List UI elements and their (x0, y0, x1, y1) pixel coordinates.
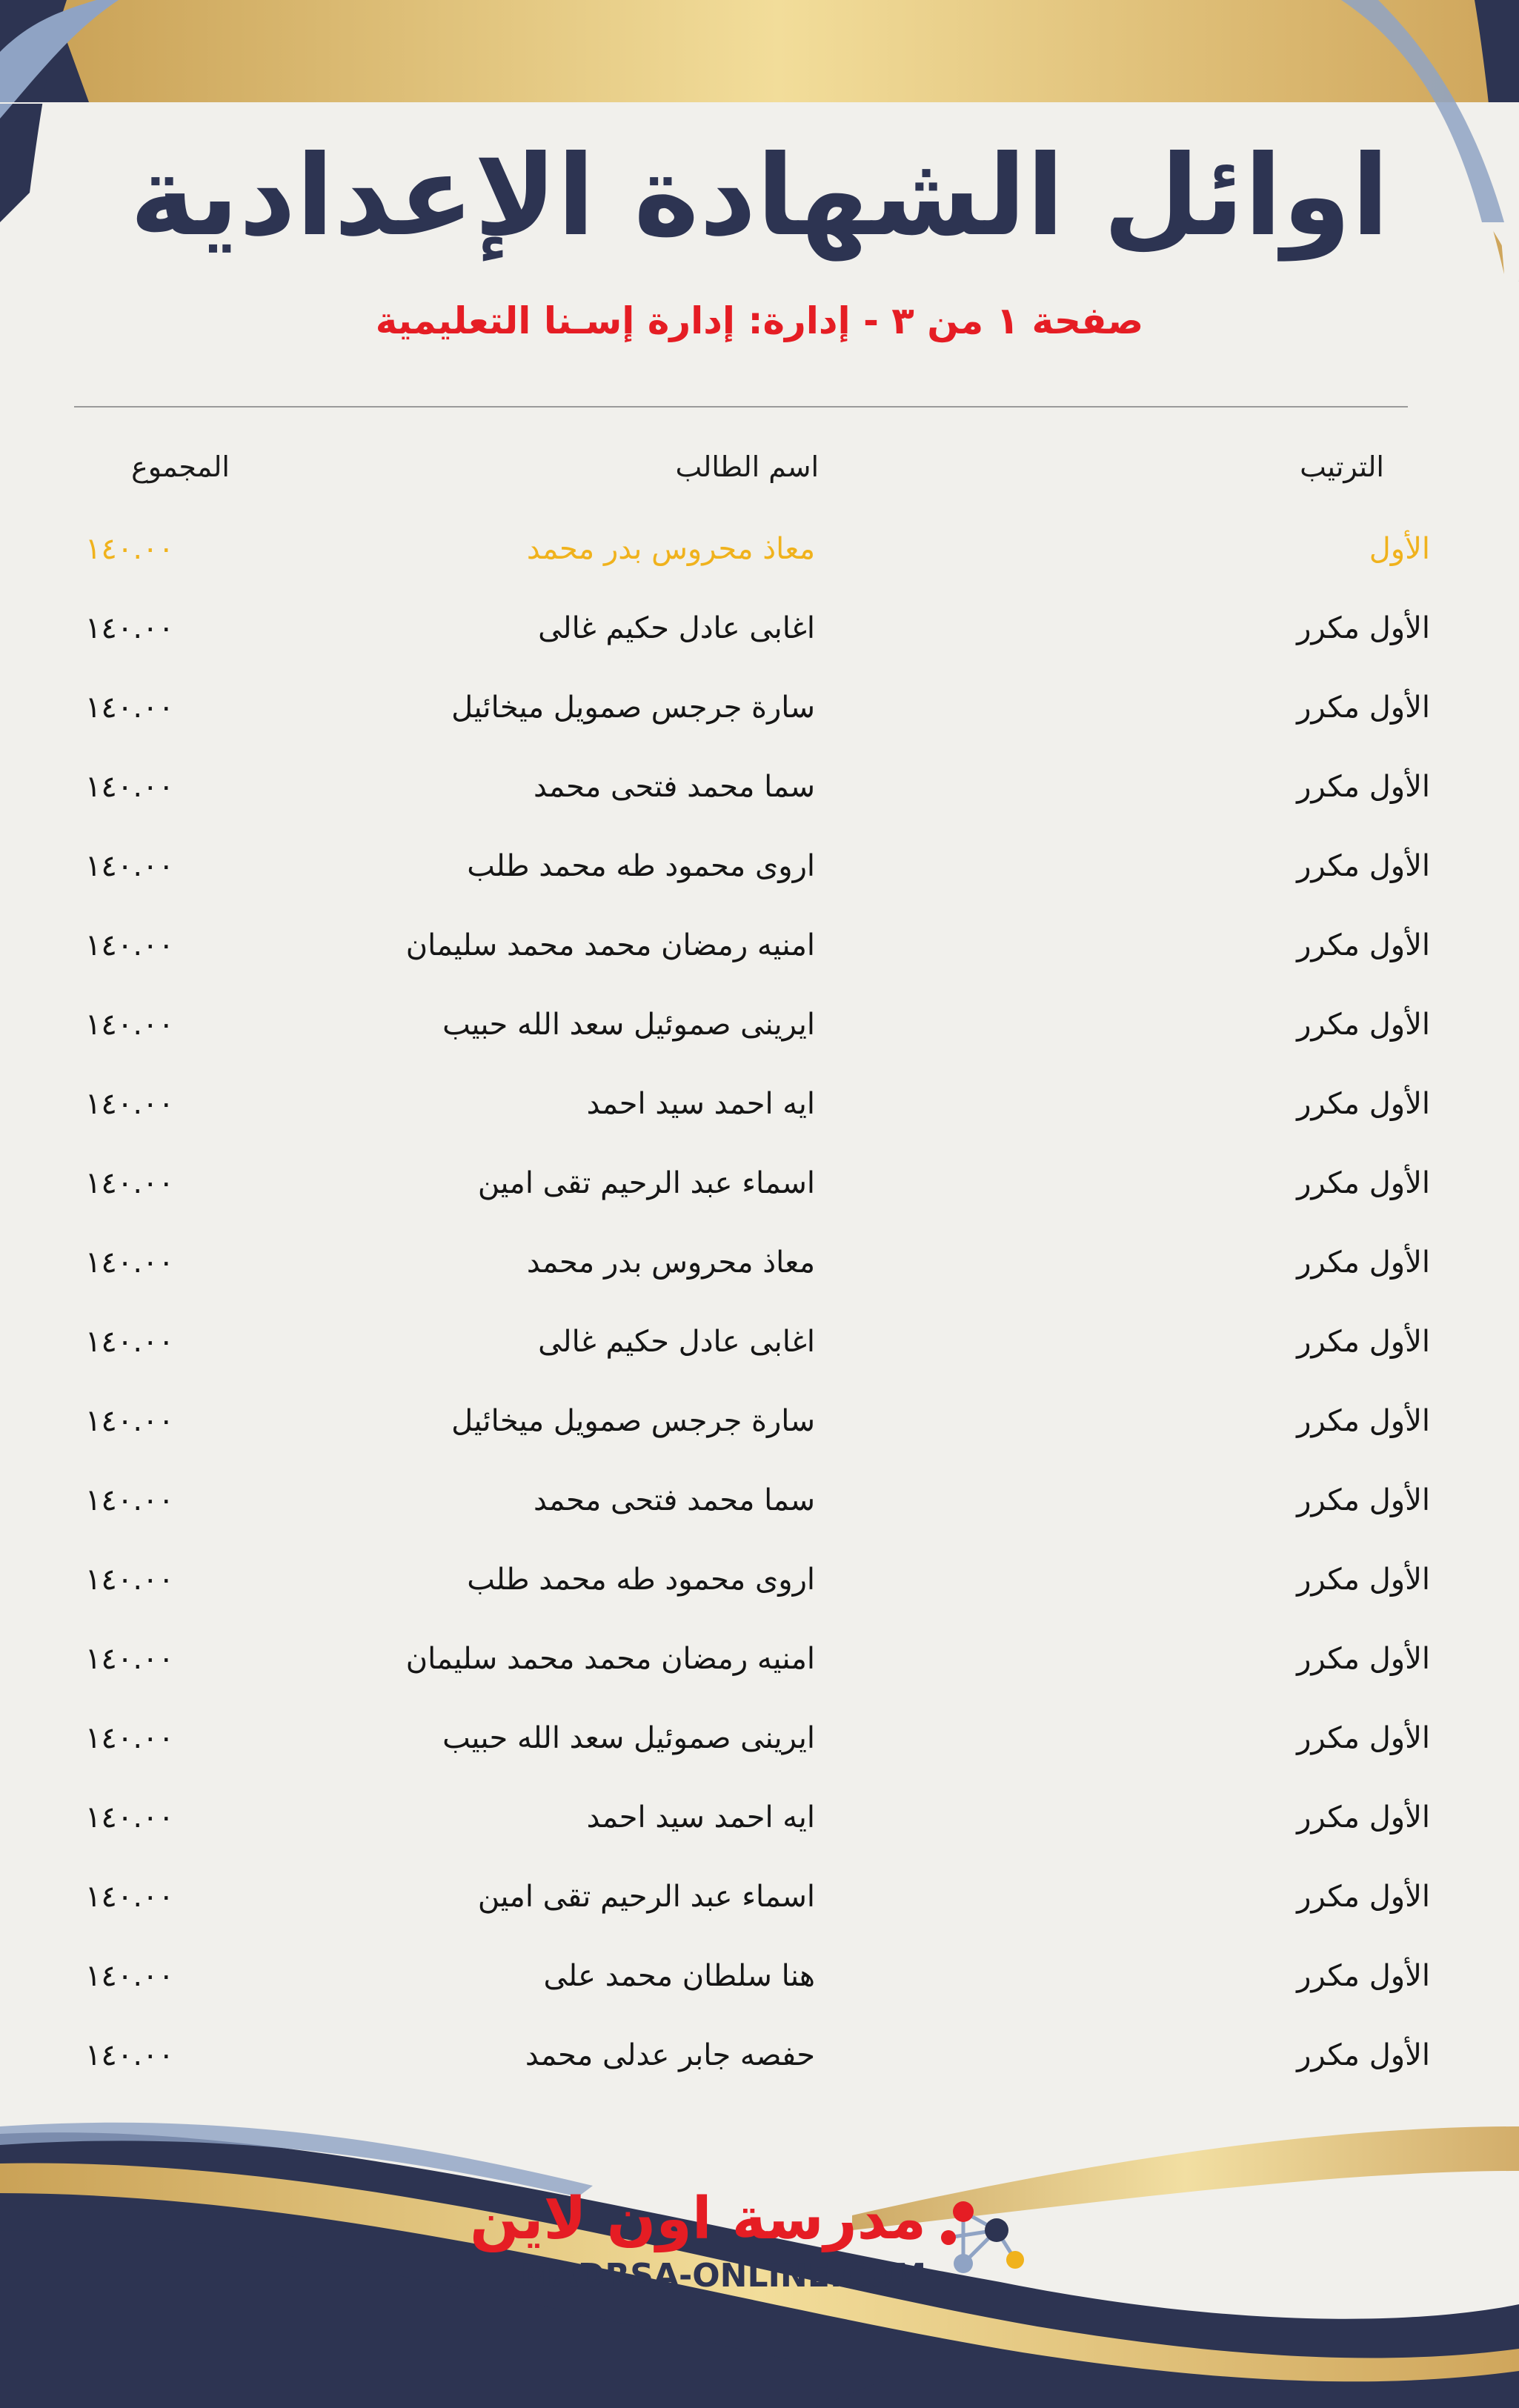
total-cell: ١٤٠.٠٠ (84, 770, 174, 804)
column-header-total: المجموع (131, 450, 230, 483)
total-cell: ١٤٠.٠٠ (84, 1325, 174, 1359)
student-name-cell: سما محمد فتحى محمد (533, 770, 815, 804)
total-cell: ١٤٠.٠٠ (84, 1245, 174, 1280)
rank-cell: الأول مكرر (1297, 849, 1430, 883)
rank-cell: الأول مكرر (1297, 1721, 1430, 1755)
rank-cell: الأول مكرر (1297, 1800, 1430, 1835)
student-name-cell: معاذ محروس بدر محمد (526, 532, 815, 566)
student-name-cell: ايه احمد سيد احمد (586, 1800, 815, 1835)
total-cell: ١٤٠.٠٠ (84, 1642, 174, 1676)
rank-cell: الأول مكرر (1297, 1483, 1430, 1517)
table-row (0, 906, 1519, 985)
total-cell: ١٤٠.٠٠ (84, 2038, 174, 2072)
rank-cell: الأول مكرر (1297, 1563, 1430, 1597)
student-name-cell: ايرينى صموئيل سعد الله حبيب (442, 1008, 815, 1042)
student-name-cell: اسماء عبد الرحيم تقى امين (477, 1880, 815, 1914)
student-name-cell: اروى محمود طه محمد طلب (467, 1563, 815, 1597)
total-cell: ١٤٠.٠٠ (84, 1483, 174, 1517)
table-row (0, 589, 1519, 668)
total-cell: ١٤٠.٠٠ (84, 1721, 174, 1755)
rank-cell: الأول مكرر (1297, 770, 1430, 804)
total-cell: ١٤٠.٠٠ (84, 532, 174, 566)
student-name-cell: اروى محمود طه محمد طلب (467, 849, 815, 883)
table-row (0, 1223, 1519, 1303)
table-row (0, 1620, 1519, 1699)
table-row (0, 748, 1519, 827)
student-name-cell: اغابى عادل حكيم غالى (538, 1325, 815, 1359)
table-row (0, 1699, 1519, 1778)
table-row (0, 1540, 1519, 1620)
column-header-rank: الترتيب (1300, 450, 1384, 483)
total-cell: ١٤٠.٠٠ (84, 1087, 174, 1121)
total-cell: ١٤٠.٠٠ (84, 611, 174, 645)
rank-cell: الأول مكرر (1297, 2038, 1430, 2072)
rank-cell: الأول مكرر (1297, 1087, 1430, 1121)
student-name-cell: سما محمد فتحى محمد (533, 1483, 815, 1517)
student-name-cell: اغابى عادل حكيم غالى (538, 611, 815, 645)
molecule-icon (934, 2189, 1030, 2286)
total-cell: ١٤٠.٠٠ (84, 1959, 174, 1993)
rank-cell: الأول مكرر (1297, 691, 1430, 725)
table-row (0, 1937, 1519, 2016)
rank-cell: الأول مكرر (1297, 1008, 1430, 1042)
student-name-cell: امنيه رمضان محمد محمد سليمان (405, 928, 815, 962)
table-row (0, 985, 1519, 1065)
rank-cell: الأول مكرر (1297, 1245, 1430, 1280)
table-row (0, 1303, 1519, 1382)
student-name-cell: ايه احمد سيد احمد (586, 1087, 815, 1121)
rank-cell: الأول مكرر (1297, 611, 1430, 645)
student-name-cell: حفصه جابر عدلى محمد (525, 2038, 815, 2072)
student-name-cell: ايرينى صموئيل سعد الله حبيب (442, 1721, 815, 1755)
table-row (0, 1382, 1519, 1461)
column-header-name: اسم الطالب (675, 450, 819, 483)
rank-cell: الأول مكرر (1297, 928, 1430, 962)
student-name-cell: امنيه رمضان محمد محمد سليمان (405, 1642, 815, 1676)
student-name-cell: معاذ محروس بدر محمد (526, 1245, 815, 1280)
total-cell: ١٤٠.٠٠ (84, 1008, 174, 1042)
student-name-cell: اسماء عبد الرحيم تقى امين (477, 1166, 815, 1200)
student-name-cell: سارة جرجس صمويل ميخائيل (451, 1404, 815, 1438)
table-row (0, 827, 1519, 906)
table-row (0, 1461, 1519, 1540)
rank-cell: الأول (1369, 532, 1430, 566)
student-name-cell: هنا سلطان محمد على (543, 1959, 815, 1993)
rank-cell: الأول مكرر (1297, 1959, 1430, 1993)
student-name-cell: سارة جرجس صمويل ميخائيل (451, 691, 815, 725)
page-subtitle: صفحة ١ من ٣ - إدارة: إدارة إسـنا التعليمية (375, 299, 1144, 342)
total-cell: ١٤٠.٠٠ (84, 691, 174, 725)
logo-url: MADRSA-ONLINE.COM (520, 2257, 926, 2295)
site-logo (470, 2182, 1030, 2295)
rank-cell: الأول مكرر (1297, 1166, 1430, 1200)
logo-text: مدرسة اون لاين (470, 2186, 926, 2252)
total-cell: ١٤٠.٠٠ (84, 1880, 174, 1914)
table-row (0, 1065, 1519, 1144)
rank-cell: الأول مكرر (1297, 1880, 1430, 1914)
table-row (0, 1778, 1519, 1857)
table-row (0, 2016, 1519, 2095)
rank-cell: الأول مكرر (1297, 1325, 1430, 1359)
rank-cell: الأول مكرر (1297, 1404, 1430, 1438)
total-cell: ١٤٠.٠٠ (84, 1404, 174, 1438)
total-cell: ١٤٠.٠٠ (84, 1800, 174, 1835)
table-row (0, 668, 1519, 748)
total-cell: ١٤٠.٠٠ (84, 1166, 174, 1200)
total-cell: ١٤٠.٠٠ (84, 849, 174, 883)
table-row (0, 510, 1519, 589)
total-cell: ١٤٠.٠٠ (84, 1563, 174, 1597)
rank-cell: الأول مكرر (1297, 1642, 1430, 1676)
table-row (0, 1857, 1519, 1937)
total-cell: ١٤٠.٠٠ (84, 928, 174, 962)
table-row (0, 1144, 1519, 1223)
page-title: اوائل الشهادة الإعدادية (130, 132, 1389, 261)
